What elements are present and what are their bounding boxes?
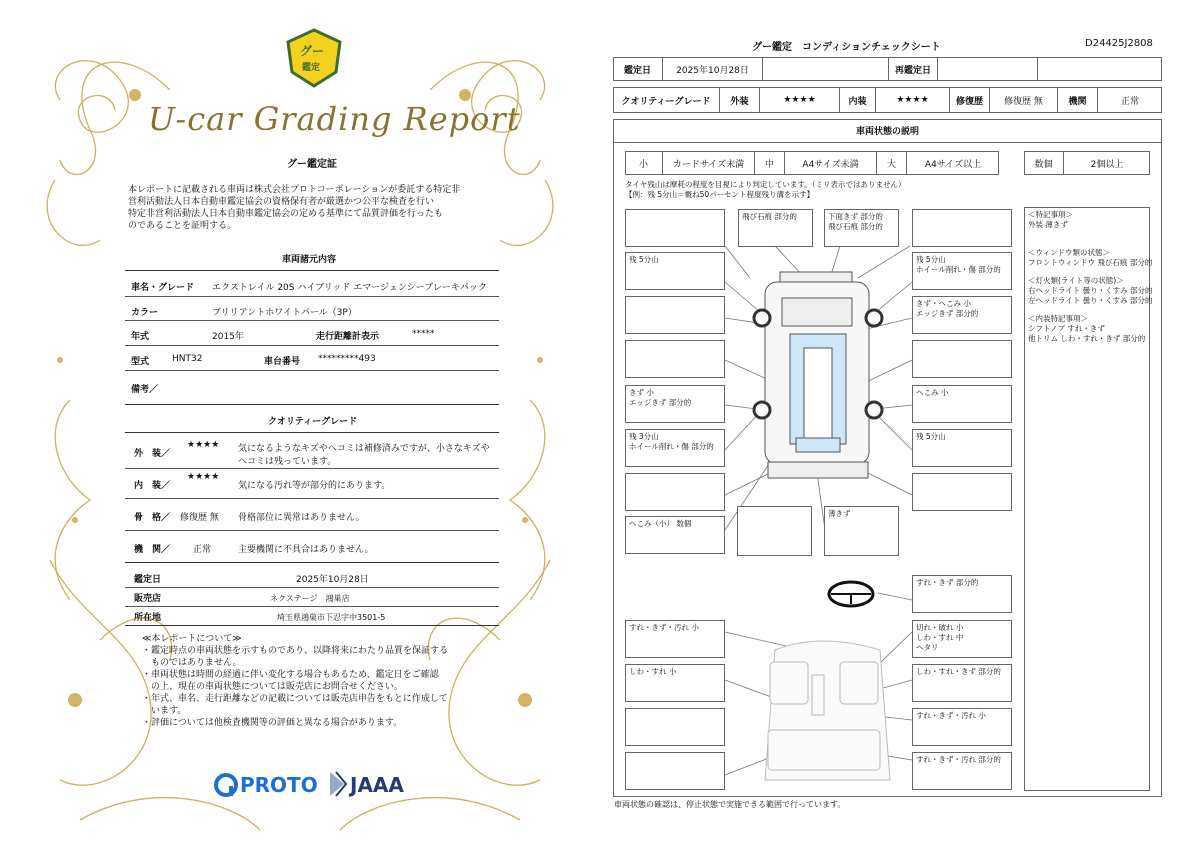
divider (125, 562, 499, 563)
size-small: 小 (625, 151, 663, 175)
date-value: 2025年10月28日 (296, 575, 369, 585)
ext-label-left-7 (625, 473, 725, 511)
interior-item: シフトノブ すれ・きず (1028, 324, 1105, 333)
divider (125, 370, 499, 371)
int-label-right-5: すれ・きず・汚れ 部分的 (912, 752, 1012, 790)
interior-stars: ★★★★ (187, 472, 220, 482)
size-large: 大 (877, 151, 907, 175)
size-small-desc: カードサイズ未満 (663, 151, 755, 175)
name-value: エクストレイル 20S ハイブリッド エマージェンシーブレーキパック (212, 283, 487, 293)
tire-note-2: 【例：残 5分山＝概ね50パーセント程度残り溝を示す】 (625, 190, 815, 199)
redate-label: 再鑑定日 (888, 57, 938, 81)
size-medium-desc: A4サイズ未満 (785, 151, 877, 175)
exterior-stars: ★★★★ (187, 440, 220, 450)
int-stars: ★★★★ (876, 87, 950, 113)
ext-label-top-1 (625, 209, 725, 247)
badge-top: グー (300, 44, 325, 58)
divider (125, 320, 499, 321)
count-value: 2個以上 (1090, 159, 1124, 170)
int-label-left-2: すれ・きず・汚れ 小 (625, 620, 725, 658)
divider (125, 270, 499, 271)
ext-label-right-5: へこみ 小 (912, 385, 1012, 423)
sheet-date-value: 2025年10月28日 (663, 57, 763, 81)
ext-label-left-2: 残 5分山 (625, 252, 725, 290)
divider (125, 296, 499, 297)
frame-value: 修復歴 無 (180, 513, 219, 523)
interior-label: 内 装／ (134, 481, 171, 491)
int-label-right-3: しわ・すれ・きず 部分的 (912, 664, 1012, 702)
exterior-text-1: 気になるようなキズやヘコミは補修済みですが、小さなキズや (238, 444, 490, 454)
ext-label-right-4 (912, 340, 1012, 378)
frame-text: 骨格部位に異常はありません。 (238, 513, 365, 523)
window-item: フロントウィンドウ 飛び石痕 部分的 (1028, 258, 1153, 267)
quality-title: クオリティーグレード (268, 417, 358, 427)
int-label-left-5 (625, 752, 725, 790)
color-value: ブリリアントホワイトパール（3P） (212, 308, 357, 318)
ext-label-bottom-center: 薄きず (824, 506, 899, 556)
frame-label: 骨 格／ (134, 513, 171, 523)
ext-label: 外装 (720, 87, 760, 113)
address-label: 所在地 (134, 613, 162, 623)
cert-line: 特定非営利活動法人日本自動車鑑定協会の定める基準にて品質評価を行ったも (128, 209, 444, 219)
mileage-label: 走行距離計表示 (316, 332, 380, 342)
proto-logo-icon (213, 772, 239, 798)
mileage-value: ***** (412, 329, 435, 339)
window-heading: ＜ウィンドウ類の状態＞ (1028, 248, 1111, 257)
certificate-title: グー鑑定証 (287, 159, 337, 170)
tire-note-1: タイヤ残山は摩耗の程度を目視により判定しています。（ミリ表示ではありません） (625, 180, 906, 189)
about-item: います。 (142, 706, 187, 716)
certificate-body (128, 184, 460, 232)
divider (125, 606, 499, 607)
ext-label-left-5: きず 小 エッジきず 部分的 (625, 385, 725, 423)
special-heading: ＜特記事項＞ (1028, 210, 1073, 219)
ext-label-bottom-mid (737, 506, 812, 556)
int-label-right-4: すれ・きず・汚れ 小 (912, 708, 1012, 746)
about-item: ・鑑定時点の車両状態を示すものであり、以降将来にわたり品質を保証する (142, 646, 449, 656)
ext-label-left-4 (625, 340, 725, 378)
int-label: 内装 (840, 87, 876, 113)
year-label: 年式 (131, 332, 150, 342)
name-label: 車名・グレード (131, 283, 195, 293)
report-title: U-car Grading Report (148, 100, 521, 138)
jaaa-logo-icon (326, 770, 348, 798)
footnote: 車両状態の確認は、停止状態で実施できる範囲で行っています。 (614, 800, 846, 809)
int-label-right-1: すれ・きず 部分的 (912, 575, 1012, 613)
about-item: の上、現在の車両状態については販売店にお問合せください。 (142, 682, 403, 692)
engine-label: 機 関／ (134, 545, 171, 555)
model-value: HNT32 (172, 354, 203, 364)
about-title: ≪本レポートについて≫ (142, 634, 242, 644)
engine-text: 主要機関に不具合はありません。 (238, 545, 374, 555)
address-value: 埼玉県鴻巣市下忍字中3501-5 (277, 613, 386, 622)
sheet-title: グー鑑定 コンディションチェックシート (752, 42, 941, 53)
cert-line: 営利活動法人日本自動車鑑定協会の資格保有者が厳選かつ公平な検査を行い (128, 197, 435, 207)
condition-check-sheet (600, 0, 1200, 848)
proto-logo: PROTO (240, 773, 318, 797)
chassis-value: *********493 (318, 354, 376, 364)
ext-label-left-6: 残 3分山 ホイール削れ・傷 部分的 (625, 429, 725, 467)
engine-sheet-label: 機関 (1058, 87, 1098, 113)
repair-label: 修復歴 (950, 87, 990, 113)
int-label-left-4 (625, 708, 725, 746)
size-large-desc: A4サイズ以上 (924, 159, 982, 170)
ext-label-left-3 (625, 296, 725, 334)
divider (125, 498, 499, 499)
about-item: ・車両状態は時間の経過に伴い変化する場合もあるため、鑑定日をご確認 (142, 670, 439, 680)
ext-stars: ★★★★ (760, 87, 840, 113)
light-item: 右ヘッドライト 曇り・くすみ 部分的 (1028, 286, 1153, 295)
doc-id: D24425J2808 (1085, 38, 1153, 49)
divider (125, 345, 499, 346)
shop-value: ネクステージ 鴻巣店 (270, 594, 350, 603)
interior-text: 気になる汚れ等が部分的にあります。 (238, 481, 391, 491)
year-value: 2015年 (212, 332, 244, 342)
jaaa-logo: JAAA (350, 773, 404, 797)
specs-title: 車両諸元内容 (282, 255, 337, 265)
model-label: 型式 (131, 357, 150, 367)
ext-label-right-2: 残 5分山 ホイール削れ・傷 部分的 (912, 252, 1012, 290)
redate-divider (1037, 57, 1038, 81)
cert-line: 本レポートに記載される車両は株式会社プロトコーポレーションが委託する特定非 (128, 185, 461, 195)
exterior-label: 外 装／ (134, 449, 171, 459)
badge-bottom: 鑑定 (302, 63, 321, 73)
divider (125, 468, 499, 469)
ext-label-bottom-left: へこみ（小） 数個 (625, 516, 725, 554)
special-item: 外装 薄きず (1028, 220, 1068, 229)
interior-heading: ＜内装特記事項＞ (1028, 314, 1088, 323)
ext-label-top-2: 飛び石痕 部分的 (738, 209, 813, 247)
sheet-date-label: 鑑定日 (613, 57, 663, 81)
date-label: 鑑定日 (134, 575, 162, 585)
divider (125, 587, 499, 588)
about-item: ・評価については他検査機関等の評価と異なる場合があります。 (142, 718, 403, 728)
divider (125, 404, 499, 405)
int-label-left-3: しわ・すれ 小 (625, 664, 725, 702)
special-notes (1028, 210, 1153, 344)
remarks-label: 備考／ (131, 385, 159, 395)
chassis-label: 車台番号 (264, 357, 301, 367)
int-label-right-2: 切れ・破れ 小 しわ・すれ 中 ヘタリ (912, 620, 1012, 658)
engine-value: 正常 (193, 545, 212, 555)
repair-value: 修復歴 無 (990, 87, 1058, 113)
color-label: カラー (131, 308, 159, 318)
ext-label-top-4 (912, 209, 1012, 247)
about-item: ・年式、車名、走行距離などの記載については販売店申告をもとに作成して (142, 694, 448, 704)
about-list (142, 645, 448, 729)
exterior-text-2: ヘコミは残っています。 (238, 457, 337, 467)
about-item: ものではありません。 (142, 658, 242, 668)
ext-label-right-3: きず・へこみ 小 エッジきず 部分的 (912, 296, 1012, 334)
divider (125, 530, 499, 531)
divider (125, 625, 499, 626)
ext-label-top-3: 下面きず 部分的 飛び石痕 部分的 (824, 209, 899, 247)
divider (125, 432, 499, 433)
ext-label-right-7 (912, 473, 1012, 511)
shop-label: 販売店 (134, 594, 162, 604)
light-heading: ＜灯火類(ライト等の状態)＞ (1028, 276, 1124, 285)
ext-label-right-6: 残 5分山 (912, 429, 1012, 467)
grade-label: クオリティーグレード (613, 87, 720, 113)
interior-item: 他トリム しわ・すれ・きず 部分的 (1028, 334, 1146, 343)
count-label: 数個 (1024, 151, 1064, 175)
size-medium: 中 (755, 151, 785, 175)
light-item: 左ヘッドライト 曇り・くすみ 部分的 (1028, 296, 1153, 305)
engine-sheet-value: 正常 (1120, 96, 1139, 107)
section-title: 車両状態の説明 (613, 119, 1162, 143)
cert-line: のであることを証明する。 (128, 221, 237, 231)
